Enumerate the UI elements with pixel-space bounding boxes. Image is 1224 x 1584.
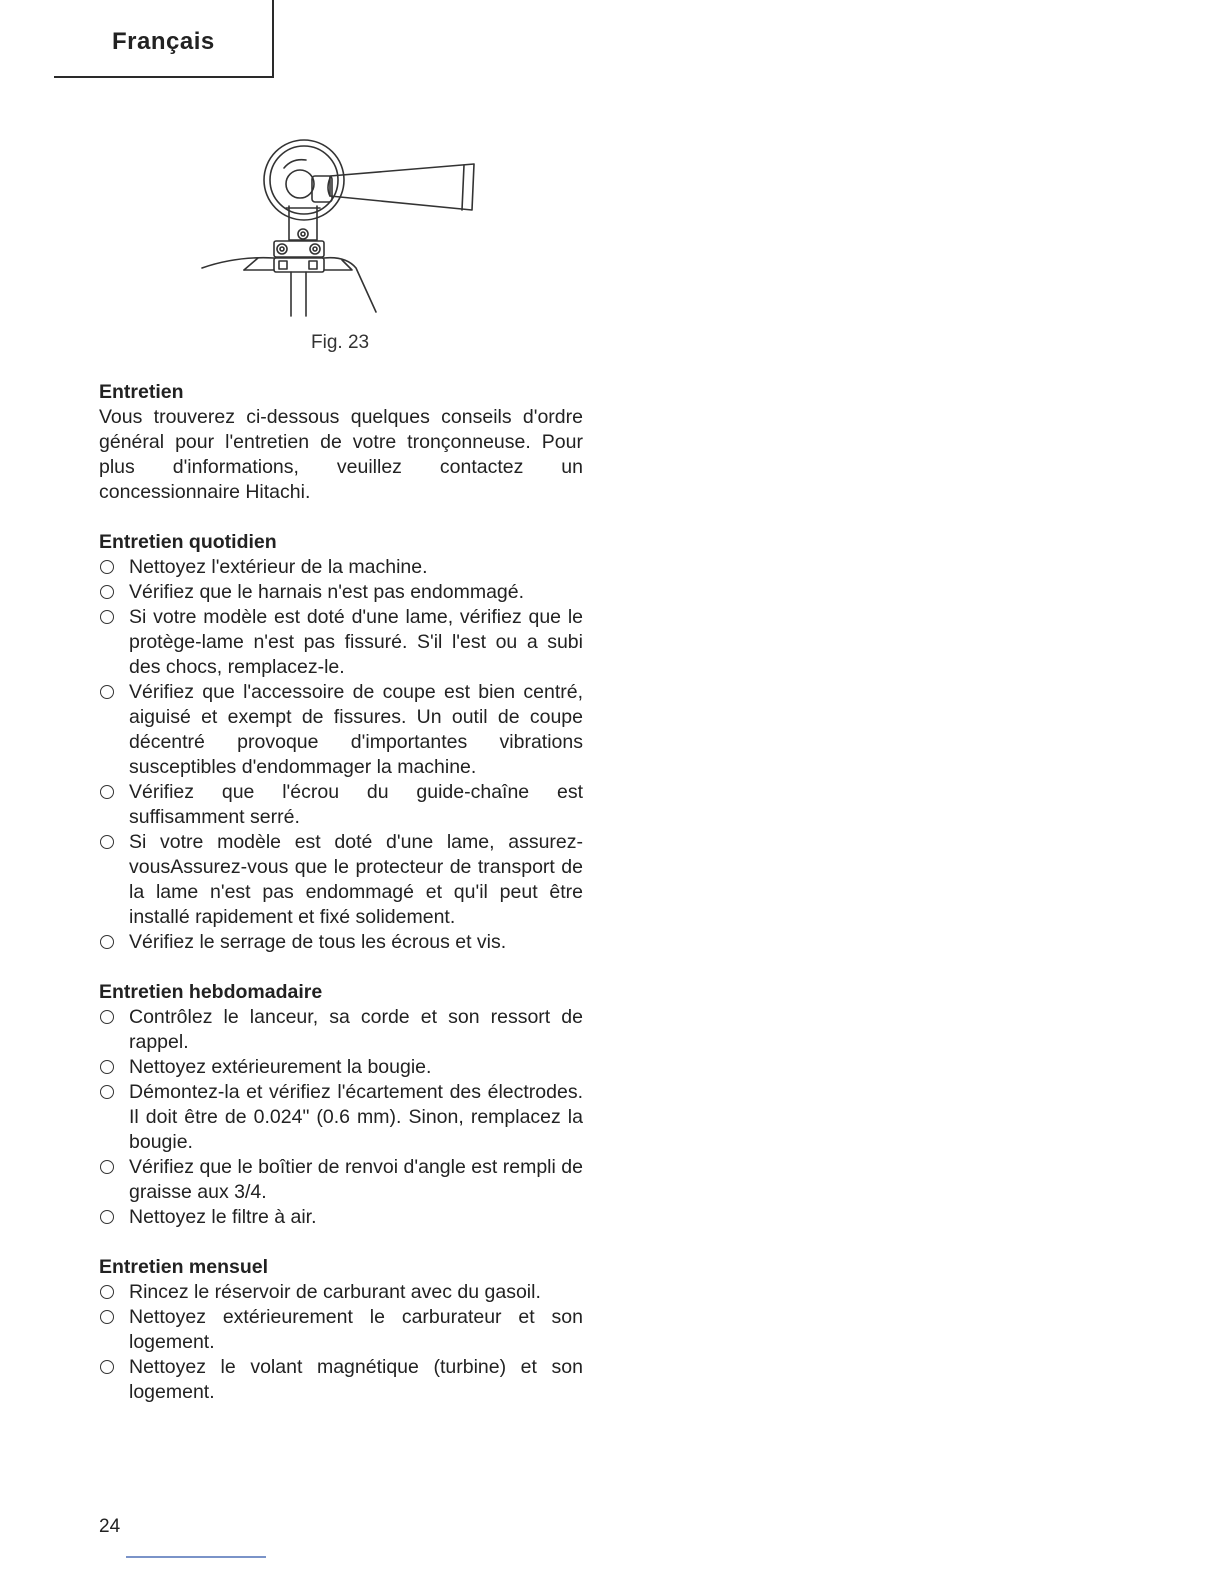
weekly-section bbox=[99, 980, 583, 1230]
language-tab bbox=[54, 0, 274, 78]
figure-23 bbox=[196, 128, 496, 328]
list-item: Vérifiez que l'accessoire de coupe est bien centré, aiguisé et exempt de fissures. Un outil de coupe décentré provoque d'importantes vibrations susceptibles d'endommager la machine. bbox=[99, 680, 583, 780]
section-title-daily: Entretien quotidien bbox=[99, 531, 277, 553]
weekly-list bbox=[99, 1005, 583, 1230]
circle-bullet-icon bbox=[100, 1310, 114, 1324]
footer-rule bbox=[126, 1556, 266, 1558]
list-item: Si votre modèle est doté d'une lame, assurez-vousAssurez-vous que le protecteur de transport de la lame n'est pas endommagé et qu'il peut être installé rapidement et fixé solidement. bbox=[99, 830, 583, 930]
section-title-monthly: Entretien mensuel bbox=[99, 1256, 269, 1278]
section-title-weekly: Entretien hebdomadaire bbox=[99, 981, 323, 1003]
list-item: Contrôlez le lanceur, sa corde et son ressort de rappel. bbox=[99, 1005, 583, 1055]
list-item: Démontez-la et vérifiez l'écartement des électrodes. Il doit être de 0.024" (0.6 mm). Sinon, remplacez la bougie. bbox=[99, 1080, 583, 1155]
list-item: Vérifiez que l'écrou du guide-chaîne est suffisamment serré. bbox=[99, 780, 583, 830]
section-title-entretien: Entretien bbox=[99, 381, 184, 403]
list-item: Vérifiez que le harnais n'est pas endommagé. bbox=[99, 580, 583, 605]
list-item: Vérifiez que le boîtier de renvoi d'angle est rempli de graisse aux 3/4. bbox=[99, 1155, 583, 1205]
language-label: Français bbox=[112, 28, 215, 55]
circle-bullet-icon bbox=[100, 685, 114, 699]
circle-bullet-icon bbox=[100, 1160, 114, 1174]
list-item: Nettoyez extérieurement la bougie. bbox=[99, 1055, 583, 1080]
circle-bullet-icon bbox=[100, 785, 114, 799]
circle-bullet-icon bbox=[100, 1210, 114, 1224]
circle-bullet-icon bbox=[100, 1360, 114, 1374]
list-item: Nettoyez l'extérieur de la machine. bbox=[99, 555, 583, 580]
circle-bullet-icon bbox=[100, 1010, 114, 1024]
list-item: Vérifiez le serrage de tous les écrous et vis. bbox=[99, 930, 583, 955]
intro-paragraph: Vous trouverez ci-dessous quelques conseils d'ordre général pour l'entretien de votre tronçonneuse. Pour plus d'informations, veuillez contactez un concessionnaire Hitachi. bbox=[99, 406, 583, 503]
circle-bullet-icon bbox=[100, 560, 114, 574]
circle-bullet-icon bbox=[100, 1085, 114, 1099]
circle-bullet-icon bbox=[100, 1060, 114, 1074]
page-number: 24 bbox=[99, 1516, 121, 1537]
circle-bullet-icon bbox=[100, 1285, 114, 1299]
list-item: Nettoyez extérieurement le carburateur et son logement. bbox=[99, 1305, 583, 1355]
figure-caption: Fig. 23 bbox=[311, 332, 370, 353]
monthly-section bbox=[99, 1255, 583, 1405]
circle-bullet-icon bbox=[100, 610, 114, 624]
list-item: Si votre modèle est doté d'une lame, vérifiez que le protège-lame n'est pas fissuré. S'il l'est ou a subi des chocs, remplacez-le. bbox=[99, 605, 583, 680]
daily-list bbox=[99, 555, 583, 955]
monthly-list bbox=[99, 1280, 583, 1405]
trimmer-handle-illustration bbox=[196, 128, 496, 328]
circle-bullet-icon bbox=[100, 935, 114, 949]
daily-section bbox=[99, 530, 583, 955]
circle-bullet-icon bbox=[100, 585, 114, 599]
list-item: Nettoyez le volant magnétique (turbine) et son logement. bbox=[99, 1355, 583, 1405]
circle-bullet-icon bbox=[100, 835, 114, 849]
list-item: Nettoyez le filtre à air. bbox=[99, 1205, 583, 1230]
intro-section bbox=[99, 380, 583, 505]
maintenance-content bbox=[99, 380, 583, 1430]
list-item: Rincez le réservoir de carburant avec du gasoil. bbox=[99, 1280, 583, 1305]
